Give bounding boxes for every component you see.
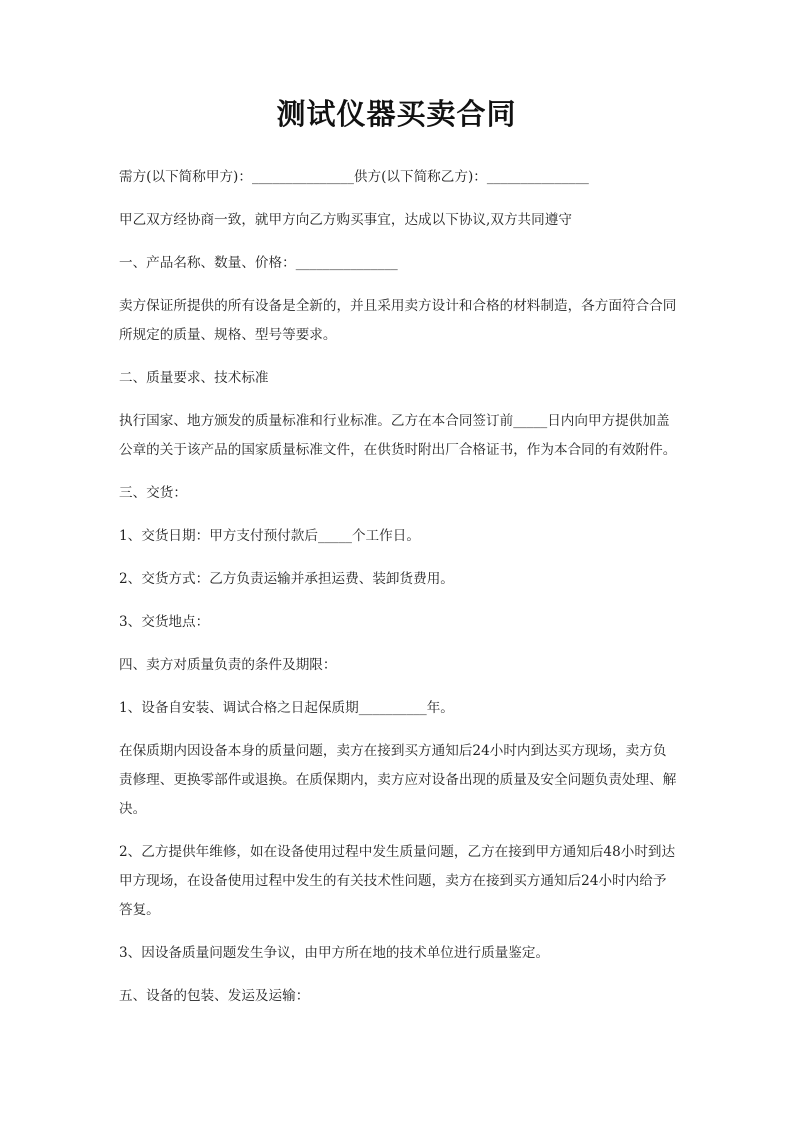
delivery-method: 2、交货方式：乙方负责运输并承担运费、装卸货费用。 <box>119 571 454 587</box>
section-3-heading: 三、交货： <box>119 485 187 501</box>
parties-line: 需方(以下简称甲方)：_______________供方(以下简称乙方)：_______________ <box>119 169 589 185</box>
document-body <box>119 163 679 1025</box>
document-title: 测试仪器买卖合同 <box>276 97 517 131</box>
section-5-heading: 五、设备的包装、发运及运输： <box>119 988 310 1004</box>
quality-dispute: 3、因设备质量问题发生争议，由甲方所在地的技术单位进行质量鉴定。 <box>119 945 550 961</box>
warranty-details: 在保质期内因设备本身的质量问题，卖方在接到买方通知后24小时内到达买方现场，卖方负责修理、更换零部件或退换。在质保期内，卖方应对设备出现的质量及安全问题负责处理、解决。 <box>119 743 677 817</box>
agreement-intro: 甲乙双方经协商一致，就甲方向乙方购买事宜，达成以下协议,双方共同遵守 <box>119 212 572 228</box>
section-1-text: 卖方保证所提供的所有设备是全新的，并且采用卖方设计和合格的材料制造，各方面符合合同所规定的质量、规格、型号等要求。 <box>119 298 677 343</box>
maintenance-terms: 2、乙方提供年维修，如在设备使用过程中发生质量问题，乙方在接到甲方通知后48小时到达甲方现场，在设备使用过程中发生的有关技术性问题，卖方在接到买方通知后24小时内给予答复。 <box>119 844 676 918</box>
delivery-location: 3、交货地点： <box>119 614 210 630</box>
warranty-period: 1、设备自安装、调试合格之日起保质期__________年。 <box>119 700 454 716</box>
section-4-heading: 四、卖方对质量负责的条件及期限： <box>119 657 337 673</box>
section-2-heading: 二、质量要求、技术标准 <box>119 370 269 386</box>
delivery-date: 1、交货日期：甲方支付预付款后_____个工作日。 <box>119 528 420 544</box>
section-2-text: 执行国家、地方颁发的质量标准和行业标准。乙方在本合同签订前_____日内向甲方提供加盖公章的关于该产品的国家质量标准文件，在供货时附出厂合格证书，作为本合同的有效附件。 <box>119 413 677 458</box>
section-1-heading: 一、产品名称、数量、价格：_______________ <box>119 255 398 271</box>
